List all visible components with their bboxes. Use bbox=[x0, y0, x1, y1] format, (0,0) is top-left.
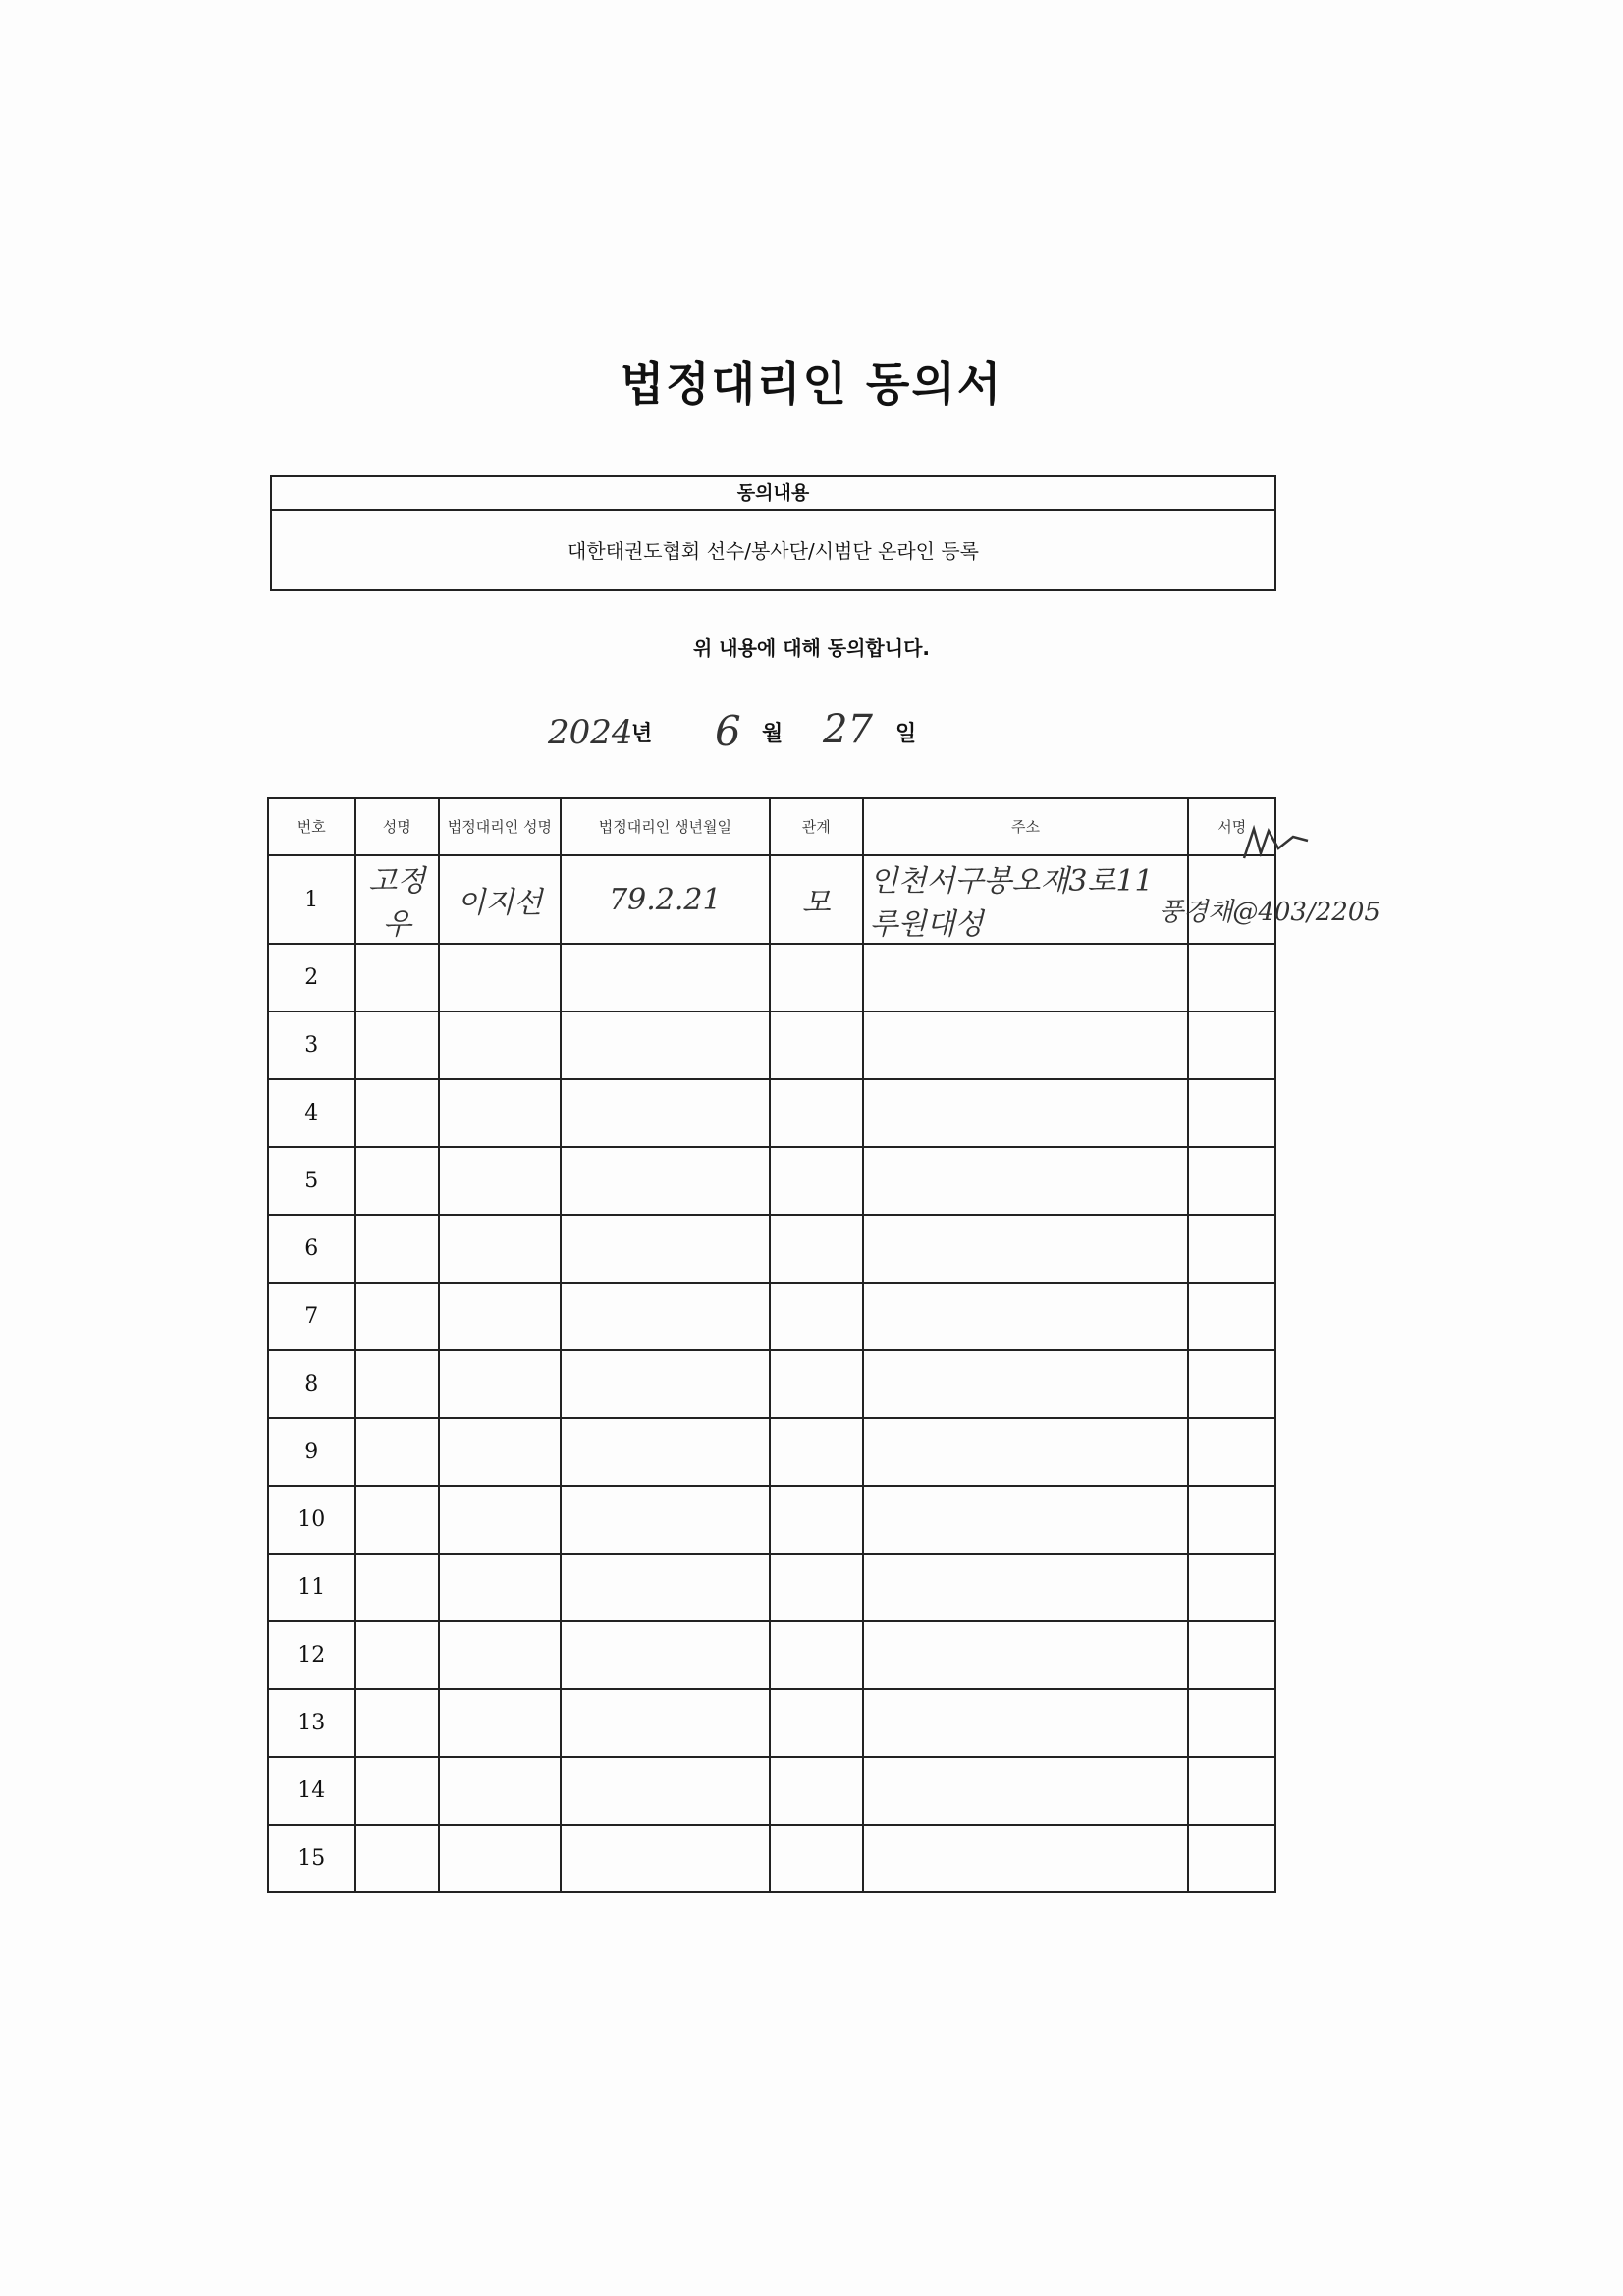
consent-header: 동의내용 bbox=[272, 477, 1274, 511]
table-row bbox=[268, 1757, 1275, 1825]
cell-name bbox=[355, 1147, 440, 1215]
cell-signature bbox=[1188, 1554, 1275, 1621]
cell-no: 11 bbox=[268, 1554, 355, 1621]
cell-address bbox=[863, 1689, 1189, 1757]
table-row bbox=[268, 1486, 1275, 1554]
cell-no: 5 bbox=[268, 1147, 355, 1215]
cell-guardian-birth: 79.2.21 bbox=[561, 855, 770, 944]
cell-guardian-name bbox=[439, 1079, 561, 1147]
cell-signature bbox=[1188, 1011, 1275, 1079]
cell-guardian-name bbox=[439, 944, 561, 1011]
cell-name bbox=[355, 1486, 440, 1554]
cell-guardian-name bbox=[439, 1011, 561, 1079]
header-no: 번호 bbox=[268, 798, 355, 855]
cell-guardian-birth bbox=[561, 944, 770, 1011]
cell-name bbox=[355, 1689, 440, 1757]
header-address: 주소 bbox=[863, 798, 1189, 855]
cell-name bbox=[355, 944, 440, 1011]
cell-address bbox=[863, 1757, 1189, 1825]
cell-name bbox=[355, 1554, 440, 1621]
cell-address bbox=[863, 944, 1189, 1011]
cell-no: 15 bbox=[268, 1825, 355, 1892]
cell-guardian-name: 이지선 bbox=[439, 855, 561, 944]
cell-guardian-name bbox=[439, 1418, 561, 1486]
table-row bbox=[268, 1215, 1275, 1283]
cell-address bbox=[863, 1350, 1189, 1418]
cell-relation bbox=[770, 1418, 863, 1486]
signature-scribble bbox=[1239, 819, 1318, 876]
table-row bbox=[268, 944, 1275, 1011]
cell-relation bbox=[770, 1757, 863, 1825]
cell-guardian-birth bbox=[561, 1418, 770, 1486]
table-row bbox=[268, 1825, 1275, 1892]
cell-guardian-name bbox=[439, 1825, 561, 1892]
cell-address bbox=[863, 1215, 1189, 1283]
cell-guardian-name bbox=[439, 1757, 561, 1825]
cell-guardian-name bbox=[439, 1689, 561, 1757]
cell-name bbox=[355, 1079, 440, 1147]
cell-no: 14 bbox=[268, 1757, 355, 1825]
cell-relation bbox=[770, 1554, 863, 1621]
cell-address bbox=[863, 1825, 1189, 1892]
cell-relation bbox=[770, 1825, 863, 1892]
cell-guardian-name bbox=[439, 1350, 561, 1418]
table-row bbox=[268, 1147, 1275, 1215]
header-name: 성명 bbox=[355, 798, 440, 855]
cell-name bbox=[355, 1418, 440, 1486]
cell-signature bbox=[1188, 1621, 1275, 1689]
table-row bbox=[268, 1418, 1275, 1486]
cell-relation bbox=[770, 1147, 863, 1215]
cell-name bbox=[355, 1757, 440, 1825]
agreement-statement: 위 내용에 대해 동의합니다. bbox=[692, 636, 930, 660]
cell-relation bbox=[770, 1215, 863, 1283]
cell-signature bbox=[1188, 1079, 1275, 1147]
cell-no: 10 bbox=[268, 1486, 355, 1554]
cell-address bbox=[863, 1554, 1189, 1621]
cell-no: 13 bbox=[268, 1689, 355, 1757]
cell-signature bbox=[1188, 944, 1275, 1011]
table-row bbox=[268, 1689, 1275, 1757]
cell-no: 8 bbox=[268, 1350, 355, 1418]
cell-guardian-birth bbox=[561, 1011, 770, 1079]
cell-address: 인천서구봉오재3로11 루원대성 bbox=[863, 855, 1189, 944]
cell-guardian-birth bbox=[561, 1215, 770, 1283]
cell-address bbox=[863, 1011, 1189, 1079]
cell-no: 9 bbox=[268, 1418, 355, 1486]
cell-guardian-birth bbox=[561, 1757, 770, 1825]
date-line bbox=[538, 699, 950, 758]
cell-signature bbox=[1188, 1215, 1275, 1283]
date-month: 6 bbox=[715, 707, 741, 755]
cell-relation bbox=[770, 1079, 863, 1147]
cell-no: 7 bbox=[268, 1283, 355, 1350]
cell-guardian-name bbox=[439, 1283, 561, 1350]
cell-guardian-birth bbox=[561, 1350, 770, 1418]
cell-no: 6 bbox=[268, 1215, 355, 1283]
cell-address bbox=[863, 1147, 1189, 1215]
cell-relation bbox=[770, 944, 863, 1011]
cell-guardian-name bbox=[439, 1554, 561, 1621]
cell-guardian-name bbox=[439, 1621, 561, 1689]
cell-no: 1 bbox=[268, 855, 355, 944]
cell-signature bbox=[1188, 1486, 1275, 1554]
table-row bbox=[268, 1621, 1275, 1689]
table-row bbox=[268, 1350, 1275, 1418]
date-day-label: 일 bbox=[895, 722, 917, 746]
header-guardian-birth: 법정대리인 생년월일 bbox=[561, 798, 770, 855]
cell-relation bbox=[770, 1689, 863, 1757]
cell-address bbox=[863, 1621, 1189, 1689]
cell-name bbox=[355, 1215, 440, 1283]
cell-signature bbox=[1188, 1825, 1275, 1892]
header-guardian-name: 법정대리인 성명 bbox=[439, 798, 561, 855]
date-month-label: 월 bbox=[762, 722, 784, 746]
table-row bbox=[268, 1011, 1275, 1079]
cell-relation bbox=[770, 1350, 863, 1418]
cell-name bbox=[355, 1283, 440, 1350]
cell-relation bbox=[770, 1621, 863, 1689]
cell-relation: 모 bbox=[770, 855, 863, 944]
cell-signature bbox=[1188, 1418, 1275, 1486]
cell-address bbox=[863, 1486, 1189, 1554]
cell-guardian-birth bbox=[561, 1689, 770, 1757]
cell-guardian-birth bbox=[561, 1621, 770, 1689]
cell-guardian-birth bbox=[561, 1825, 770, 1892]
cell-relation bbox=[770, 1486, 863, 1554]
cell-name bbox=[355, 1825, 440, 1892]
header-signature: 서명 bbox=[1188, 798, 1275, 855]
cell-signature bbox=[1188, 1689, 1275, 1757]
cell-guardian-name bbox=[439, 1147, 561, 1215]
date-day: 27 bbox=[823, 707, 873, 752]
cell-guardian-name bbox=[439, 1486, 561, 1554]
cell-guardian-birth bbox=[561, 1079, 770, 1147]
cell-guardian-birth bbox=[561, 1554, 770, 1621]
date-year: 2024 bbox=[548, 713, 633, 752]
cell-address bbox=[863, 1418, 1189, 1486]
cell-address bbox=[863, 1079, 1189, 1147]
signature-scribble-icon bbox=[1239, 819, 1318, 868]
cell-signature bbox=[1188, 1147, 1275, 1215]
cell-name bbox=[355, 1350, 440, 1418]
date-year-label: 년 bbox=[631, 722, 653, 746]
cell-guardian-birth bbox=[561, 1283, 770, 1350]
cell-no: 4 bbox=[268, 1079, 355, 1147]
table-row bbox=[268, 855, 1275, 944]
address-overflow-note: 풍경채@403/2205 bbox=[1159, 898, 1380, 927]
consent-body: 대한태권도협회 선수/봉사단/시범단 온라인 등록 bbox=[568, 539, 979, 563]
cell-name: 고정우 bbox=[355, 855, 440, 944]
cell-address bbox=[863, 1283, 1189, 1350]
cell-relation bbox=[770, 1283, 863, 1350]
table-row bbox=[268, 1079, 1275, 1147]
cell-signature bbox=[1188, 1350, 1275, 1418]
cell-guardian-name bbox=[439, 1215, 561, 1283]
cell-signature bbox=[1188, 1283, 1275, 1350]
cell-no: 3 bbox=[268, 1011, 355, 1079]
cell-guardian-birth bbox=[561, 1147, 770, 1215]
table-row bbox=[268, 1283, 1275, 1350]
cell-guardian-birth bbox=[561, 1486, 770, 1554]
cell-name bbox=[355, 1011, 440, 1079]
guardian-roster-table bbox=[267, 797, 1276, 1893]
table-row bbox=[268, 1554, 1275, 1621]
page-title: 법정대리인 동의서 bbox=[620, 357, 1003, 410]
cell-name bbox=[355, 1621, 440, 1689]
consent-box bbox=[270, 475, 1276, 591]
cell-no: 12 bbox=[268, 1621, 355, 1689]
cell-relation bbox=[770, 1011, 863, 1079]
cell-no: 2 bbox=[268, 944, 355, 1011]
header-relation: 관계 bbox=[770, 798, 863, 855]
table-header-row bbox=[268, 798, 1275, 855]
cell-signature bbox=[1188, 1757, 1275, 1825]
